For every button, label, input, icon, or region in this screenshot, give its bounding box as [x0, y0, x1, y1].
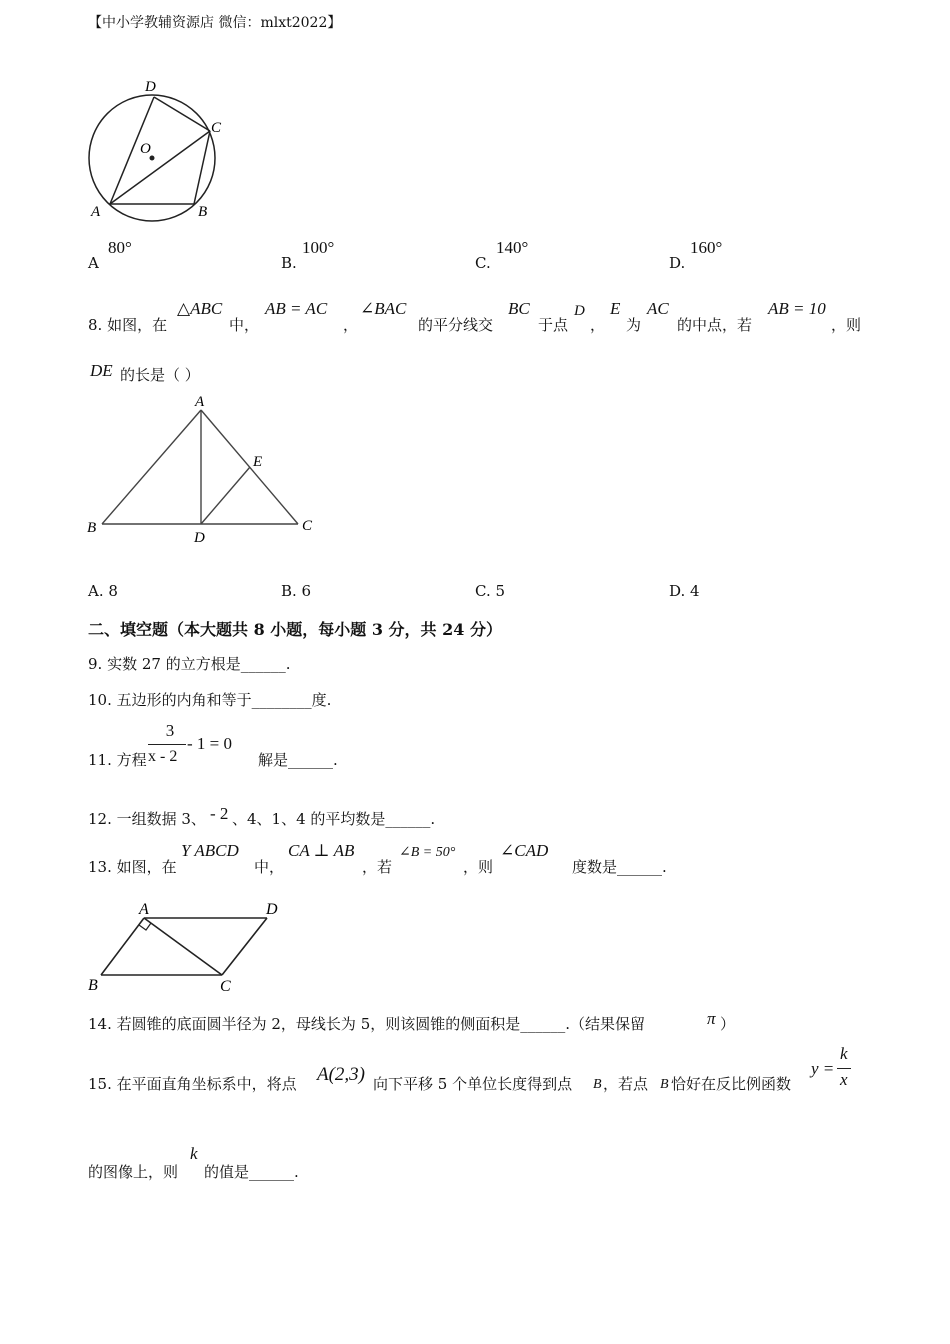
q7-option-b-value: 100° [302, 238, 335, 257]
label-c: C [211, 120, 222, 136]
q7-option-a-value: 80° [108, 238, 132, 257]
q13-text-5: 度数是______. [572, 858, 667, 876]
q15-math-b2: B [660, 1077, 669, 1092]
segment-ab [101, 918, 144, 975]
label-c: C [220, 978, 231, 995]
q7-option-a-letter: A [88, 254, 99, 272]
q8-math-bc: BC [508, 299, 530, 318]
q11-numerator: 3 [165, 721, 175, 740]
section-2-heading: 二、填空题（本大题共 8 小题，每小题 3 分，共 24 分） [88, 620, 502, 639]
q8-math-ab-10: AB = 10 [768, 299, 826, 318]
q8-math-e: E [610, 299, 621, 318]
q14-math-pi: π [707, 1009, 716, 1028]
q12-suffix: 、4、1、4 的平均数是______. [232, 810, 436, 828]
q8-option-d: D. 4 [669, 582, 700, 600]
q8-math-triangle: △ABC [177, 299, 223, 318]
q11-equation-rest: - 1 = 0 [187, 734, 232, 753]
label-d: D [266, 901, 278, 918]
q7-option-b-letter: B. [281, 254, 297, 272]
label-b: B [88, 977, 98, 994]
question-10: 10. 五边形的内角和等于________度. [88, 691, 332, 709]
q13-text-1: 13. 如图，在 [88, 858, 177, 876]
q15-func-denominator: x [840, 1070, 848, 1089]
q7-option-c-value: 140° [496, 238, 529, 257]
q12-prefix: 12. 一组数据 3、 [88, 810, 206, 828]
q8-option-c: C. 5 [475, 582, 506, 600]
q13-math-ca-perp-ab: CA ⊥ AB [288, 841, 355, 860]
q8-math-ac: AC [647, 299, 669, 318]
q8-math-d: D [574, 303, 585, 319]
q8-text-2: 中， [229, 316, 260, 334]
q15-func-lhs: y = [811, 1059, 835, 1078]
q8-math-angle-bac: ∠BAC [360, 299, 407, 318]
q13-math-angle-b: ∠B = 50° [399, 845, 456, 860]
q13-text-2: 中， [254, 858, 285, 876]
q12-negative-two: - 2 [210, 804, 229, 823]
q15-fraction-bar [837, 1068, 851, 1069]
q14-close: ） [720, 1015, 736, 1033]
q8-line2-text: 的长是（ ） [120, 366, 200, 384]
q8-triangle-figure [84, 392, 324, 548]
q8-text-9: ，则 [831, 316, 862, 334]
segment-bc [194, 131, 210, 204]
q11-fraction-bar [148, 744, 186, 745]
q8-math-de: DE [90, 361, 113, 380]
question-9: 9. 实数 27 的立方根是______. [88, 655, 291, 673]
q8-text-3: ， [343, 316, 359, 334]
q8-text-7: 为 [626, 316, 642, 334]
segment-cd [222, 918, 267, 975]
label-b: B [198, 204, 208, 220]
q15-text-1: 15. 在平面直角坐标系中，将点 [88, 1075, 297, 1093]
label-o: O [140, 141, 151, 157]
q15-text-3: ，若点 [603, 1075, 649, 1093]
label-a: A [91, 204, 101, 220]
q13-parallelogram-figure [84, 896, 294, 996]
label-b: B [87, 520, 97, 536]
q11-prefix: 11. 方程 [88, 751, 147, 769]
label-e: E [253, 454, 263, 470]
q8-option-b: B. 6 [281, 582, 312, 600]
q15-text-4: 恰好在反比例函数 [671, 1075, 792, 1093]
q13-math-parallelogram: Y ABCD [181, 841, 239, 860]
q13-math-angle-cad: ∠CAD [500, 841, 549, 860]
label-a: A [195, 394, 205, 410]
segment-de [201, 467, 250, 524]
q8-text-4: 的平分线交 [418, 316, 494, 334]
segment-ac [144, 918, 222, 975]
q8-text-6: ， [590, 316, 606, 334]
q7-circle-figure [84, 76, 234, 224]
q15-text-2: 向下平移 5 个单位长度得到点 [373, 1075, 573, 1093]
q11-denominator: x - 2 [148, 748, 178, 765]
q8-text-5: 于点 [538, 316, 569, 334]
q15-line2-text-1: 的图像上，则 [88, 1163, 179, 1181]
q13-text-3: ，若 [362, 858, 393, 876]
label-d: D [194, 530, 205, 546]
q8-math-ab-ac: AB = AC [265, 299, 328, 318]
q7-option-c-letter: C. [475, 254, 491, 272]
q11-suffix: 解是______. [258, 751, 338, 769]
q15-line2-math-k: k [190, 1144, 198, 1163]
q15-math-b1: B [593, 1077, 602, 1092]
q13-text-4: ，则 [463, 858, 494, 876]
q8-text-1: 8. 如图，在 [88, 316, 168, 334]
label-a: A [139, 901, 149, 918]
q15-line2-text-2: 的值是______. [204, 1163, 299, 1181]
q7-option-d-letter: D. [669, 254, 686, 272]
q8-text-8: 的中点，若 [677, 316, 753, 334]
q14-text: 14. 若圆锥的底面圆半径为 2，母线长为 5，则该圆锥的侧面积是______.（结果保留 [88, 1015, 646, 1033]
page-header: 【中小学教辅资源店 微信：mlxt2022】 [88, 15, 342, 31]
label-c: C [302, 518, 313, 534]
q7-option-d-value: 160° [690, 238, 723, 257]
right-angle-mark [139, 923, 151, 930]
q8-option-a: A. 8 [88, 582, 118, 600]
segment-ab [102, 410, 201, 524]
label-d: D [145, 79, 156, 95]
q15-math-point-a: A(2,3) [317, 1064, 366, 1085]
q15-func-numerator: k [840, 1044, 848, 1063]
